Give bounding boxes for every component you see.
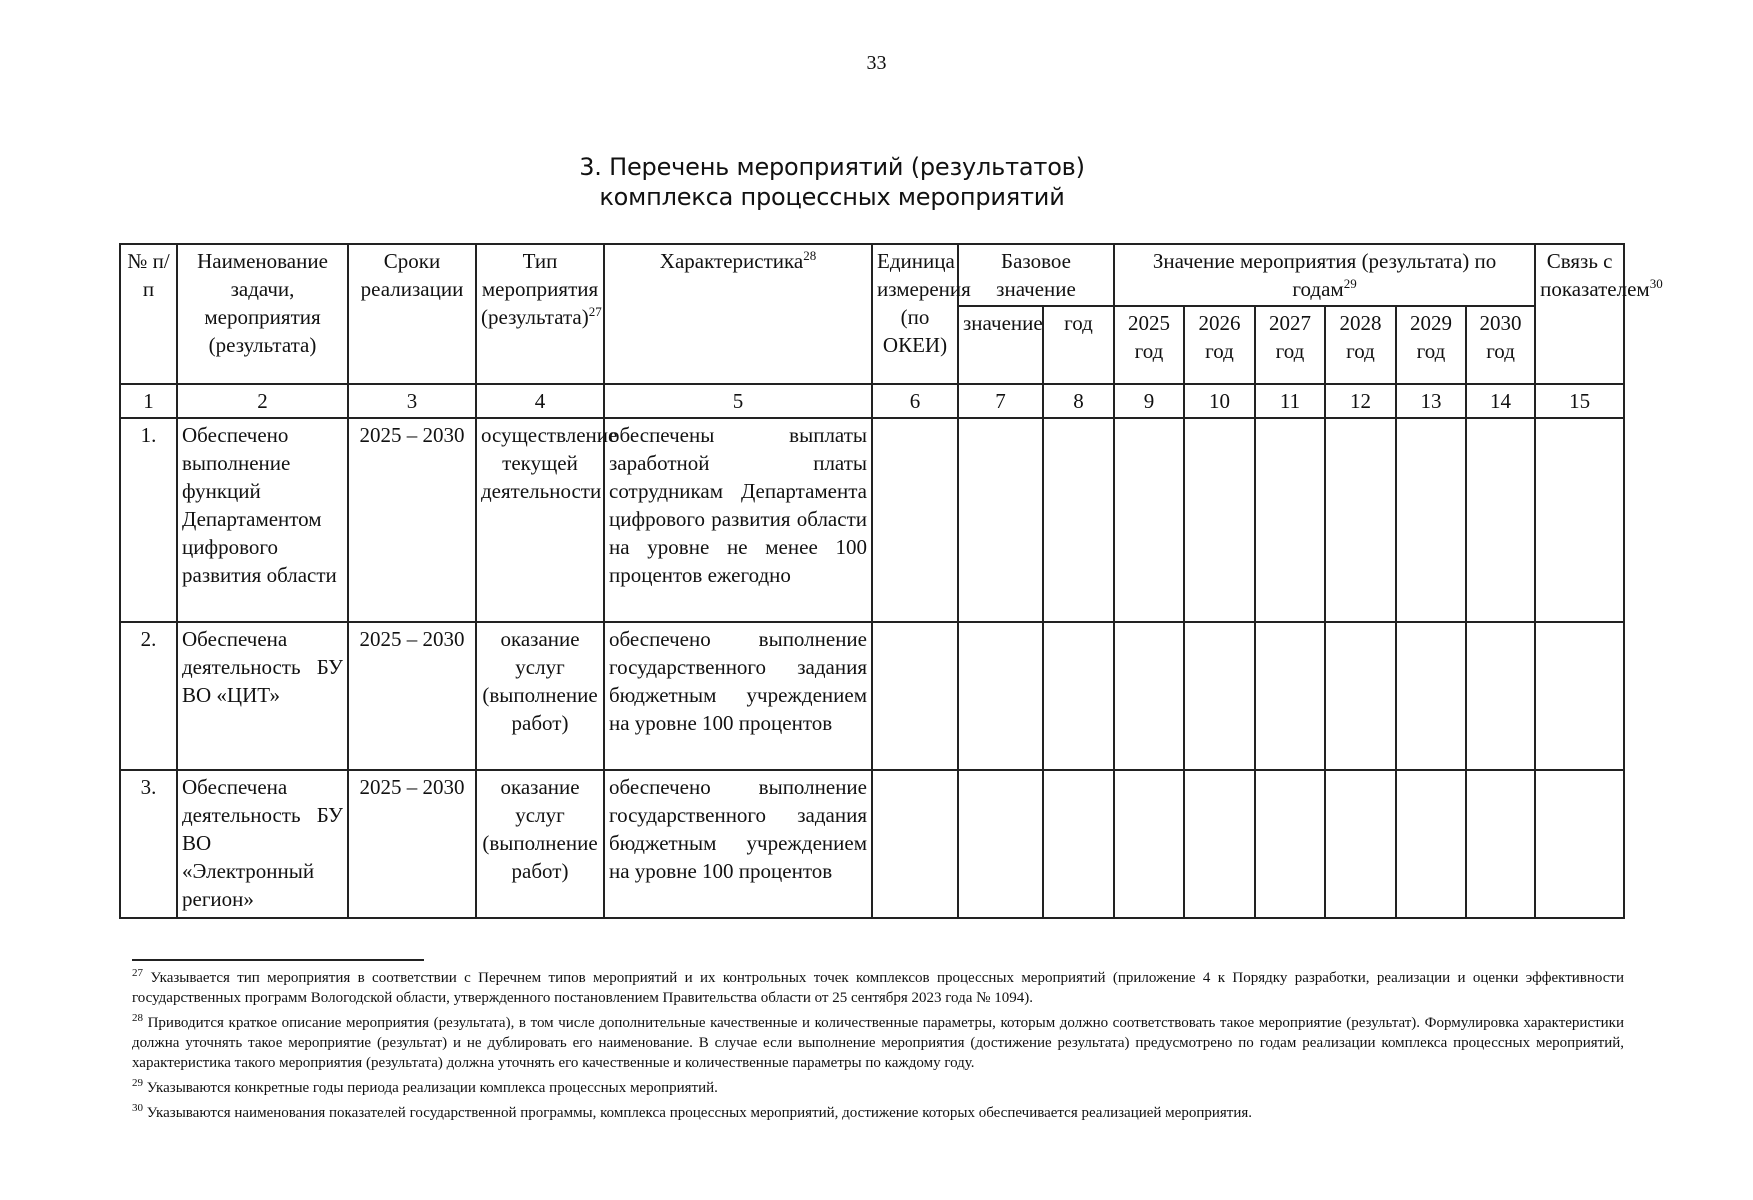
header-year-2030: 2030 год: [1466, 306, 1535, 384]
activities-table: [119, 243, 1663, 919]
header-base-year: год: [1043, 306, 1114, 384]
header-year-2029: 2029 год: [1396, 306, 1466, 384]
column-number: 5: [604, 384, 872, 418]
row-link: [1535, 622, 1624, 770]
row-characteristic: обеспечено выполнение государственного задания бюджетным учреждением на уровне 100 процентов: [604, 770, 872, 918]
row-base-value: [958, 418, 1043, 622]
header-year-2026: 2026 год: [1184, 306, 1255, 384]
row-terms: 2025 – 2030: [348, 418, 476, 622]
footnote-29: $^{29}$ Указываются конкретные годы периода реализации комплекса процессных мероприятий.: [132, 1077, 718, 1096]
column-number: 8: [1043, 384, 1114, 418]
footnote-28: $^{28}$ Приводится краткое описание мероприятия (результата), в том числе дополнительные качественные и количественные параметры, которым должно соответствовать такое мероприятие (результат). Формулировка характеристики должна уточнять такое мероприятие (результат) и не дублировать его наименование. В случае если выполнение мероприятия (достижение результата) предусмотрено по годам реализации комплекса процессных мероприятий, характеристика такого мероприятия (результата) должна уточнять его качественные и количественные параметры по каждому году.: [132, 1012, 1624, 1071]
row-unit: [872, 622, 958, 770]
row-base-year: [1043, 770, 1114, 918]
column-number: 9: [1114, 384, 1184, 418]
row-unit: [872, 418, 958, 622]
column-number: 4: [476, 384, 604, 418]
row-value-2026: [1184, 770, 1255, 918]
header-values: Значение мероприятия (результата) по годам$^{29}$: [1114, 244, 1535, 306]
header-year-2028: 2028 год: [1325, 306, 1396, 384]
column-number: 15: [1535, 384, 1624, 418]
page-number: 33: [866, 52, 887, 74]
row-name: Обеспечено выполнение функций Департаментом цифрового развития области: [177, 418, 348, 622]
header-base: Базовое значение: [958, 244, 1114, 306]
header-terms: Сроки реализации: [348, 244, 476, 384]
row-value-2026: [1184, 622, 1255, 770]
header-base-value: значение: [958, 306, 1043, 384]
footnote-separator: [132, 959, 424, 961]
table-row: [120, 418, 1624, 622]
column-number: 1: [120, 384, 177, 418]
row-num: 3.: [120, 770, 177, 918]
header-type: Тип мероприятия (результата)$^{27}$: [476, 244, 604, 384]
row-value-2027: [1255, 622, 1325, 770]
row-base-value: [958, 770, 1043, 918]
row-characteristic: обеспечено выполнение государственного задания бюджетным учреждением на уровне 100 процентов: [604, 622, 872, 770]
header-unit: Единица измерения (по ОКЕИ): [872, 244, 958, 384]
column-number: 12: [1325, 384, 1396, 418]
row-value-2027: [1255, 770, 1325, 918]
row-type: оказание услуг (выполнение работ): [476, 622, 604, 770]
column-number: 10: [1184, 384, 1255, 418]
row-num: 1.: [120, 418, 177, 622]
row-value-2028: [1325, 622, 1396, 770]
title-line-2: комплекса процессных мероприятий: [599, 183, 1065, 211]
row-value-2029: [1396, 418, 1466, 622]
column-numbers-row: [120, 384, 1624, 418]
row-name: Обеспечена деятельность БУ ВО «ЦИТ»: [177, 622, 348, 770]
row-characteristic: обеспечены выплаты заработной платы сотрудникам Департамента цифрового развития области на уровне не менее 100 процентов ежегодно: [604, 418, 872, 622]
row-num: 2.: [120, 622, 177, 770]
row-base-year: [1043, 418, 1114, 622]
row-name: Обеспечена деятельность БУ ВО «Электронный регион»: [177, 770, 348, 918]
header-year-2025: 2025 год: [1114, 306, 1184, 384]
row-value-2027: [1255, 418, 1325, 622]
table-row: [120, 770, 1624, 918]
row-link: [1535, 770, 1624, 918]
row-value-2029: [1396, 770, 1466, 918]
column-number: 2: [177, 384, 348, 418]
row-value-2029: [1396, 622, 1466, 770]
column-number: 14: [1466, 384, 1535, 418]
row-value-2025: [1114, 418, 1184, 622]
footnote-27: $^{27}$ Указывается тип мероприятия в соответствии с Перечнем типов мероприятий и их контрольных точек комплексов процессных мероприятий (приложение 4 к Порядку разработки, реализации и оценки эффективности государственных программ Вологодской области, утвержденного постановлением Правительства области от 25 сентября 2023 года № 1094).: [132, 967, 1625, 1006]
row-base-year: [1043, 622, 1114, 770]
row-base-value: [958, 622, 1043, 770]
header-characteristic: Характеристика$^{28}$: [604, 244, 872, 384]
row-value-2026: [1184, 418, 1255, 622]
section-title: [560, 152, 1104, 212]
row-value-2030: [1466, 770, 1535, 918]
row-type: оказание услуг (выполнение работ): [476, 770, 604, 918]
row-value-2025: [1114, 770, 1184, 918]
row-unit: [872, 770, 958, 918]
header-year-2027: 2027 год: [1255, 306, 1325, 384]
row-link: [1535, 418, 1624, 622]
column-number: 3: [348, 384, 476, 418]
header-name: Наименование задачи, мероприятия (результата): [177, 244, 348, 384]
row-value-2028: [1325, 770, 1396, 918]
header-num: № п/п: [120, 244, 177, 384]
title-line-1: 3. Перечень мероприятий (результатов): [579, 153, 1085, 181]
table-row: [120, 622, 1624, 770]
row-value-2025: [1114, 622, 1184, 770]
footnotes: [132, 968, 1624, 1128]
row-terms: 2025 – 2030: [348, 770, 476, 918]
row-terms: 2025 – 2030: [348, 622, 476, 770]
column-number: 13: [1396, 384, 1466, 418]
row-value-2028: [1325, 418, 1396, 622]
footnote-30: $^{30}$ Указываются наименования показателей государственной программы, комплекса процессных мероприятий, достижение которых обеспечивается реализацией мероприятия.: [132, 1102, 1253, 1121]
row-value-2030: [1466, 622, 1535, 770]
column-number: 6: [872, 384, 958, 418]
row-value-2030: [1466, 418, 1535, 622]
column-number: 11: [1255, 384, 1325, 418]
header-link: Связь с показателем$^{30}$: [1535, 244, 1624, 384]
column-number: 7: [958, 384, 1043, 418]
row-type: осуществление текущей деятельности: [476, 418, 604, 622]
